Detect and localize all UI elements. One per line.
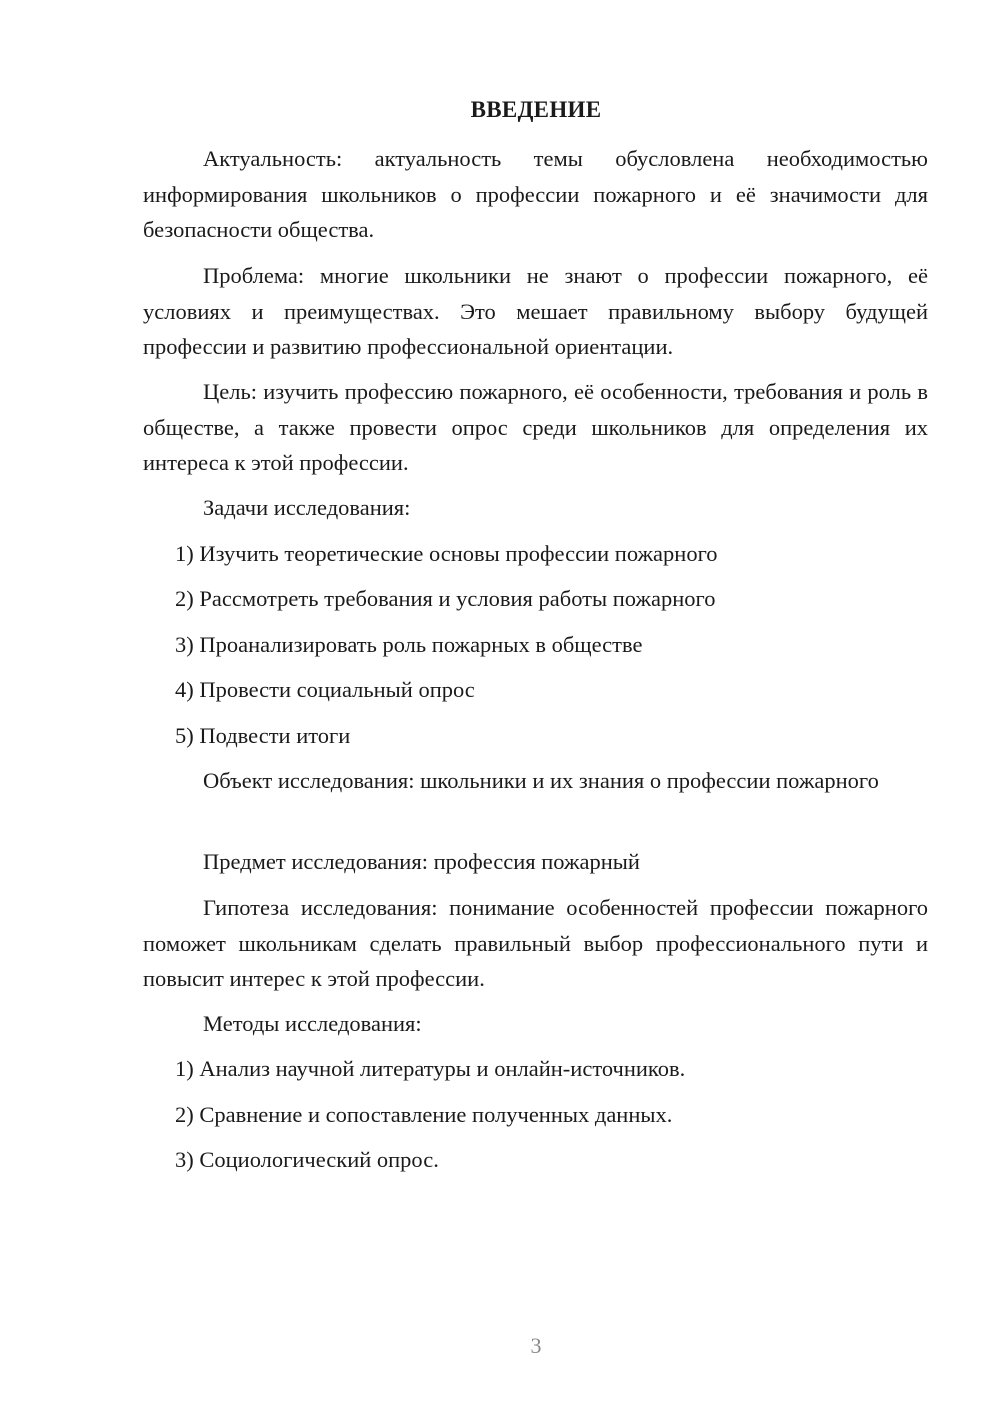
method-item: 1) Анализ научной литературы и онлайн-источников.: [175, 1056, 686, 1081]
methods-heading-block: [143, 1006, 928, 1042]
problem-block: [143, 258, 928, 365]
task-item: 5) Подвести итоги: [175, 723, 351, 748]
relevance-block: [143, 141, 928, 248]
method-item: 2) Сравнение и сопоставление полученных данных.: [175, 1102, 673, 1127]
object-block: [143, 763, 928, 799]
goal-paragraph: Цель: изучить профессию пожарного, её особенности, требования и роль в обществе, а также провести опрос среди школьников для определения их интереса к этой профессии.: [143, 379, 928, 475]
task-item: 3) Проанализировать роль пожарных в обществе: [175, 632, 643, 657]
task-item-block: [143, 581, 928, 617]
page-title: ВВЕДЕНИЕ: [470, 97, 602, 122]
method-item-block: [143, 1142, 928, 1178]
goal-block: [143, 374, 928, 481]
task-item: 4) Провести социальный опрос: [175, 677, 475, 702]
method-item-block: [143, 1051, 928, 1087]
problem-paragraph: Проблема: многие школьники не знают о профессии пожарного, её условиях и преимуществах. Это мешает правильному выбору будущей профессии и развитию профессиональной ориентации.: [143, 263, 928, 359]
hypothesis-paragraph: Гипотеза исследования: понимание особенностей профессии пожарного поможет школьникам сделать правильный выбор профессионального пути и повысит интерес к этой профессии.: [143, 895, 928, 991]
page-number: 3: [530, 1333, 542, 1358]
hypothesis-block: [143, 890, 928, 997]
method-item-block: [143, 1097, 928, 1133]
relevance-paragraph: Актуальность: актуальность темы обусловлена необходимостью информирования школьников о профессии пожарного и её значимости для безопасности общества.: [143, 146, 928, 242]
task-item-block: [143, 672, 928, 708]
task-item-block: [143, 536, 928, 572]
task-item: 2) Рассмотреть требования и условия работы пожарного: [175, 586, 716, 611]
task-item-block: [143, 627, 928, 663]
subject-paragraph: Предмет исследования: профессия пожарный: [203, 849, 640, 874]
tasks-heading: Задачи исследования:: [203, 495, 411, 520]
method-item: 3) Социологический опрос.: [175, 1147, 439, 1172]
task-item-block: [143, 718, 928, 754]
task-item: 1) Изучить теоретические основы профессии пожарного: [175, 541, 718, 566]
methods-heading: Методы исследования:: [203, 1011, 422, 1036]
subject-block: [143, 844, 928, 880]
object-paragraph: Объект исследования: школьники и их знания о профессии пожарного: [203, 768, 879, 793]
tasks-heading-block: [143, 490, 928, 526]
